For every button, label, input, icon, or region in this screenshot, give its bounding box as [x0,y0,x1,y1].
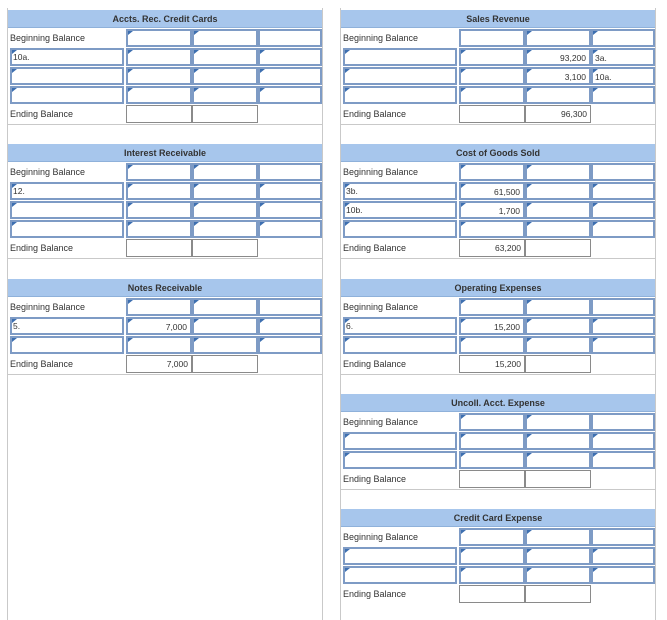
opex-entry-2-credit-input[interactable] [525,336,591,354]
cogs-ending-debit-value: 63,200 [495,243,521,253]
cogs-entry-1-ref-input[interactable]: 3b. [343,182,457,200]
opex-ending-debit-value: 15,200 [495,359,521,369]
beginning-balance-label: Beginning Balance [343,167,419,177]
accts-rec-cc-entry-3-debit-input[interactable] [126,86,192,104]
notes-rec-ending-debit-value: 7,000 [166,359,188,369]
interest-rec-entry-row-2 [8,201,322,219]
accts-rec-cc-beginning-ref-input[interactable] [258,29,322,47]
cc-exp-entry-1-credit-input[interactable] [525,547,591,565]
accts-rec-cc-entry-row-2 [8,67,322,85]
notes-rec-entry-row-1 [8,317,322,335]
interest-rec-beginning-row [8,163,322,181]
interest-rec-entry-2-debit-input[interactable] [126,201,192,219]
accts-rec-cc-ending-row [8,105,322,123]
sales-rev-entry-row-3 [341,86,655,104]
cogs-entry-3-debit-input[interactable] [459,220,525,238]
sales-rev-beginning-debit-input[interactable] [459,29,525,47]
uncoll-ending-debit [459,470,525,488]
accts-rec-cc-entry-2-credit-input[interactable] [192,67,258,85]
cogs-entry-2-ref-input[interactable]: 10b. [343,201,457,219]
beginning-balance-label: Beginning Balance [343,417,419,427]
opex-beginning-credit-input[interactable] [525,298,591,316]
sales-rev-beginning-credit-input[interactable] [525,29,591,47]
cc-exp-entry-2-debit-input[interactable] [459,566,525,584]
ending-balance-label: Ending Balance [343,109,407,119]
cogs-entry-2-credit-input[interactable] [525,201,591,219]
ending-balance-label: Ending Balance [343,589,407,599]
notes-rec-entry-2-credit-input[interactable] [192,336,258,354]
cogs-entry-2-debit-input[interactable] [459,201,525,219]
sales-rev-entry-1-ref-value: 3a. [595,53,607,63]
uncoll-entry-row-2 [341,451,655,469]
sales-rev-entry-3-debit-input[interactable] [459,86,525,104]
cc-exp-entry-2-ref2-input[interactable] [591,566,655,584]
t-account-title-interest-receivable: Interest Receivable [8,144,322,162]
interest-rec-entry-3-ref2-input[interactable] [258,220,322,238]
uncoll-beginning-row [341,413,655,431]
cc-exp-entry-row-2 [341,566,655,584]
sales-rev-entry-1-ref2-input[interactable] [591,48,655,66]
cc-exp-beginning-ref-input[interactable] [591,528,655,546]
notes-rec-entry-1-credit-input[interactable] [192,317,258,335]
sales-rev-entry-2-credit-value: 3,100 [564,72,586,82]
interest-rec-entry-3-ref-input[interactable] [10,220,124,238]
cogs-entry-3-ref2-input[interactable] [591,220,655,238]
cogs-ending-debit [459,239,525,257]
interest-rec-beginning-credit-input[interactable] [192,163,258,181]
notes-rec-entry-1-ref2-input[interactable] [258,317,322,335]
uncoll-entry-2-credit-input[interactable] [525,451,591,469]
accts-rec-cc-entry-2-debit-input[interactable] [126,67,192,85]
sales-rev-entry-1-credit-value: 93,200 [560,53,586,63]
interest-rec-entry-1-credit-input[interactable] [192,182,258,200]
ending-balance-label: Ending Balance [343,474,407,484]
notes-rec-beginning-row [8,298,322,316]
cogs-entry-1-ref2-input[interactable] [591,182,655,200]
interest-rec-entry-row-3 [8,220,322,238]
t-account-title-notes-receivable: Notes Receivable [8,279,322,297]
uncoll-entry-2-debit-input[interactable] [459,451,525,469]
sales-rev-beginning-ref-input[interactable] [591,29,655,47]
t-account-title-uncoll-acct-expense: Uncoll. Acct. Expense [341,394,655,412]
cc-exp-beginning-debit-input[interactable] [459,528,525,546]
accts-rec-cc-entry-1-debit-input[interactable] [126,48,192,66]
notes-rec-entry-2-ref-input[interactable] [10,336,124,354]
sales-rev-entry-2-ref2-input[interactable] [591,67,655,85]
beginning-balance-label: Beginning Balance [10,167,86,177]
uncoll-beginning-debit-input[interactable] [459,413,525,431]
interest-rec-entry-2-credit-input[interactable] [192,201,258,219]
opex-beginning-row [341,298,655,316]
accts-rec-cc-beginning-row [8,29,322,47]
opex-entry-2-ref-input[interactable] [343,336,457,354]
accts-rec-cc-entry-1-credit-input[interactable] [192,48,258,66]
notes-rec-entry-1-debit-input[interactable] [126,317,192,335]
ending-balance-label: Ending Balance [343,243,407,253]
uncoll-entry-1-debit-input[interactable] [459,432,525,450]
accts-rec-cc-entry-2-ref-input[interactable] [10,67,124,85]
cogs-entry-1-debit-input[interactable] [459,182,525,200]
cogs-beginning-ref-input[interactable] [591,163,655,181]
uncoll-entry-2-ref-input[interactable] [343,451,457,469]
section-divider [341,258,655,259]
cogs-entry-2-ref2-input[interactable] [591,201,655,219]
interest-rec-beginning-debit-input[interactable] [126,163,192,181]
notes-rec-beginning-debit-input[interactable] [126,298,192,316]
t-account-title-accts-rec-credit-cards: Accts. Rec. Credit Cards [8,10,322,28]
sales-rev-entry-3-credit-input[interactable] [525,86,591,104]
interest-rec-ending-debit [126,239,192,257]
opex-beginning-ref-input[interactable] [591,298,655,316]
notes-rec-beginning-credit-input[interactable] [192,298,258,316]
sales-rev-entry-row-1 [341,48,655,66]
cc-exp-entry-1-ref2-input[interactable] [591,547,655,565]
t-account-title-sales-revenue: Sales Revenue [341,10,655,28]
opex-entry-1-debit-input[interactable] [459,317,525,335]
uncoll-entry-row-1 [341,432,655,450]
beginning-balance-label: Beginning Balance [10,302,86,312]
sales-rev-ending-row [341,105,655,123]
beginning-balance-label: Beginning Balance [343,302,419,312]
opex-entry-2-ref2-input[interactable] [591,336,655,354]
cogs-beginning-credit-input[interactable] [525,163,591,181]
accts-rec-cc-entry-1-ref-input[interactable]: 10a. [10,48,124,66]
sales-rev-entry-2-debit-input[interactable] [459,67,525,85]
t-account-title-credit-card-expense: Credit Card Expense [341,509,655,527]
uncoll-entry-1-ref-input[interactable] [343,432,457,450]
beginning-balance-label: Beginning Balance [10,33,86,43]
opex-entry-2-debit-input[interactable] [459,336,525,354]
sales-rev-beginning-row [341,29,655,47]
interest-rec-entry-2-ref2-input[interactable] [258,201,322,219]
sales-rev-entry-1-credit-input[interactable] [525,48,591,66]
cc-exp-ending-debit [459,585,525,603]
notes-rec-ending-debit [126,355,192,373]
notes-rec-ending-credit [192,355,258,373]
uncoll-ending-credit [525,470,591,488]
beginning-balance-label: Beginning Balance [343,33,419,43]
notes-rec-entry-1-debit-value: 7,000 [165,322,187,332]
accts-rec-cc-entry-3-credit-input[interactable] [192,86,258,104]
uncoll-beginning-credit-input[interactable] [525,413,591,431]
opex-beginning-debit-input[interactable] [459,298,525,316]
notes-rec-entry-row-2 [8,336,322,354]
right-accounts-column [340,8,656,620]
sales-rev-ending-credit-value: 96,300 [561,109,587,119]
cogs-entry-1-debit-value: 61,500 [494,187,520,197]
cogs-entry-row-1 [341,182,655,200]
sales-rev-ending-debit [459,105,525,123]
interest-rec-entry-row-1 [8,182,322,200]
ending-balance-label: Ending Balance [10,243,74,253]
cc-exp-ending-credit [525,585,591,603]
opex-entry-1-ref-input[interactable]: 6. [343,317,457,335]
accts-rec-cc-entry-row-1 [8,48,322,66]
accts-rec-cc-beginning-credit-input[interactable] [192,29,258,47]
notes-rec-entry-2-ref2-input[interactable] [258,336,322,354]
sales-rev-entry-1-debit-input[interactable] [459,48,525,66]
cogs-entry-row-3 [341,220,655,238]
sales-rev-entry-row-2 [341,67,655,85]
section-divider [341,489,655,490]
uncoll-ending-row [341,470,655,488]
sales-rev-entry-2-credit-input[interactable] [525,67,591,85]
beginning-balance-label: Beginning Balance [343,532,419,542]
uncoll-entry-1-credit-input[interactable] [525,432,591,450]
cogs-entry-3-ref-input[interactable] [343,220,457,238]
cc-exp-entry-2-credit-input[interactable] [525,566,591,584]
cc-exp-beginning-row [341,528,655,546]
cogs-beginning-debit-input[interactable] [459,163,525,181]
ending-balance-label: Ending Balance [343,359,407,369]
ending-balance-label: Ending Balance [10,109,74,119]
opex-ending-debit [459,355,525,373]
sales-rev-entry-3-ref2-input[interactable] [591,86,655,104]
sales-rev-entry-3-ref-input[interactable] [343,86,457,104]
opex-entry-1-ref2-input[interactable] [591,317,655,335]
interest-rec-entry-1-ref-input[interactable]: 12. [10,182,124,200]
cogs-beginning-row [341,163,655,181]
cogs-entry-3-credit-input[interactable] [525,220,591,238]
accts-rec-cc-entry-3-ref-input[interactable] [10,86,124,104]
interest-rec-entry-3-debit-input[interactable] [126,220,192,238]
section-divider [341,124,655,125]
cc-exp-entry-1-debit-input[interactable] [459,547,525,565]
accts-rec-cc-ending-debit [126,105,192,123]
interest-rec-ending-credit [192,239,258,257]
sales-rev-entry-2-ref-value: 10a. [595,72,612,82]
uncoll-beginning-ref-input[interactable] [591,413,655,431]
uncoll-entry-2-ref2-input[interactable] [591,451,655,469]
accts-rec-cc-beginning-debit-input[interactable] [126,29,192,47]
opex-entry-row-2 [341,336,655,354]
cogs-entry-2-debit-value: 1,700 [498,206,520,216]
opex-entry-1-credit-input[interactable] [525,317,591,335]
interest-rec-ending-row [8,239,322,257]
cc-exp-entry-2-ref-input[interactable] [343,566,457,584]
accts-rec-cc-entry-row-3 [8,86,322,104]
sales-rev-ending-credit [525,105,591,123]
cogs-ending-row [341,239,655,257]
cc-exp-entry-1-ref-input[interactable] [343,547,457,565]
notes-rec-beginning-ref-input[interactable] [258,298,322,316]
cc-exp-entry-row-1 [341,547,655,565]
cc-exp-beginning-credit-input[interactable] [525,528,591,546]
interest-rec-entry-1-debit-input[interactable] [126,182,192,200]
sales-rev-entry-2-ref-input[interactable] [343,67,457,85]
interest-rec-entry-3-credit-input[interactable] [192,220,258,238]
cogs-entry-1-credit-input[interactable] [525,182,591,200]
notes-rec-entry-2-debit-input[interactable] [126,336,192,354]
cogs-entry-row-2 [341,201,655,219]
notes-rec-entry-1-ref-input[interactable]: 5. [10,317,124,335]
cogs-ending-credit [525,239,591,257]
accts-rec-cc-entry-2-ref2-input[interactable] [258,67,322,85]
interest-rec-entry-2-ref-input[interactable] [10,201,124,219]
uncoll-entry-1-ref2-input[interactable] [591,432,655,450]
accts-rec-cc-ending-credit [192,105,258,123]
notes-rec-ending-row [8,355,322,373]
section-divider [8,124,322,125]
opex-entry-row-1 [341,317,655,335]
section-divider [341,374,655,375]
ending-balance-label: Ending Balance [10,359,74,369]
opex-entry-1-debit-value: 15,200 [494,322,520,332]
sales-rev-entry-1-ref-input[interactable] [343,48,457,66]
t-account-title-cost-of-goods-sold: Cost of Goods Sold [341,144,655,162]
section-divider [8,374,322,375]
interest-rec-entry-1-ref2-input[interactable] [258,182,322,200]
interest-rec-beginning-ref-input[interactable] [258,163,322,181]
left-accounts-column [7,8,323,620]
opex-ending-credit [525,355,591,373]
accts-rec-cc-entry-3-ref2-input[interactable] [258,86,322,104]
cc-exp-ending-row [341,585,655,603]
opex-ending-row [341,355,655,373]
section-divider [8,258,322,259]
t-account-title-operating-expenses: Operating Expenses [341,279,655,297]
accts-rec-cc-entry-1-ref2-input[interactable] [258,48,322,66]
